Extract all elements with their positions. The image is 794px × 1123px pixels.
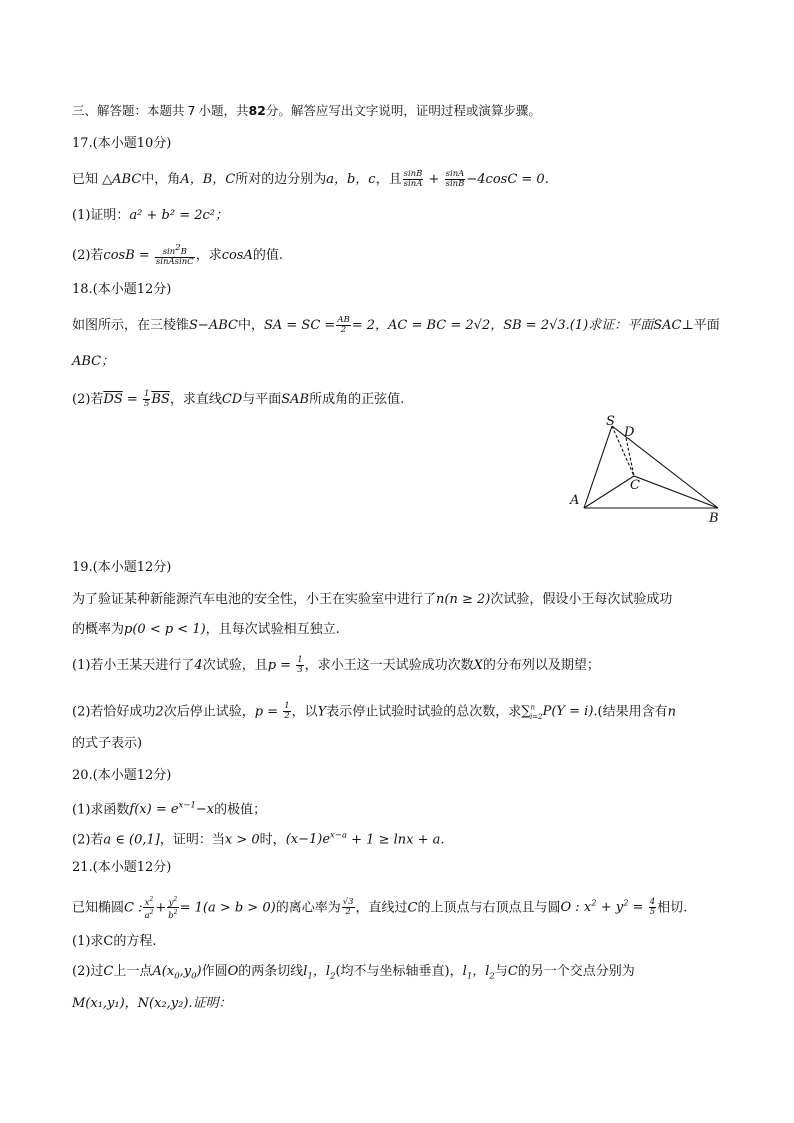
label-D: D (624, 425, 635, 440)
fraction-sqrt3-2: $\frac{√3}{2}$ (342, 897, 354, 918)
x-cond: x > 0 (224, 832, 260, 848)
q17-sides: a，b，c (326, 172, 376, 187)
q17-equation-tail: −4cosC = 0. (466, 172, 549, 187)
cosA-expr: cosA (221, 247, 253, 263)
q19-text: 的概率为 (72, 622, 125, 637)
cosB-expr: cosB = (103, 247, 154, 263)
fraction-sinB-sinA: $\frac{\sin B}{\sin A}$ (403, 169, 423, 189)
q19-heading: 19.(本小题12分) (72, 560, 172, 575)
q18-text: 如图所示，在三棱锥 (72, 318, 190, 333)
q20-text: ，证明：当 (159, 832, 225, 848)
q19-success-count: 2 (155, 704, 164, 720)
q19-text: .(结果用含有 (593, 704, 668, 720)
q17-triangle-name: ABC (112, 172, 142, 187)
q19-text: ，且每次试验相互独立. (205, 622, 340, 637)
label-B: B (709, 511, 719, 526)
q18-plane: SAC⊥ (653, 318, 694, 333)
tetrahedron-figure (568, 412, 728, 527)
q21-part2-cont: M(x₁,y₁)，N(x₂,y₂).证明： (72, 996, 232, 1011)
tangent-lines: $l_1$，$l_2$ (303, 964, 336, 982)
fraction-4-5: $\frac{4}{5}$ (649, 897, 656, 918)
q18-text: (2)若 (72, 392, 104, 407)
inequality-lhs: $(x-1)e^{x-a}$ (285, 831, 348, 848)
section-title-prefix: 三、解答题：本题共 (72, 103, 185, 118)
q20-text: (2)若 (72, 832, 104, 848)
vector-DS: $\overline{DS}$ (103, 392, 123, 407)
q21-text: 的两条切线 (238, 964, 304, 979)
q17-text: 所对的边分别为 (235, 172, 327, 187)
q21-part1: (1)求C的方程. (72, 934, 157, 949)
q17-stem: 已知 △ABC中，角A，B，C所对的边分别为a，b，c，且 $\frac{\sin B}{\sin A}$ + $\frac{\sin A}{\sin B}$ −4cosC = 0. (72, 169, 549, 189)
fraction-1-5: $\frac{1}{5}$ (143, 389, 150, 409)
q19-stem-line1 (72, 590, 672, 610)
q21-text: 上一点 (113, 964, 153, 979)
q18-part2: (2)若$\overline{DS}$ = $\frac{1}{5}$ $\overline{BS}$，求直线CD与平面SAB所成角的正弦值. (72, 389, 405, 409)
p-eq: p = (254, 704, 283, 720)
q19-part2 (72, 698, 676, 727)
q17-angles: A，B，C (180, 172, 236, 187)
q17-part2-label: (2)若 (72, 247, 104, 263)
fraction-sin2B: $\frac{\sin^2B}{\text{sinAsinC}}$ (155, 243, 194, 267)
q19-text: (2)若恰好成功 (72, 704, 156, 720)
q18-pyramid: S−ABC (189, 318, 238, 333)
q19-p-cond: p(0 < p < 1) (124, 622, 206, 637)
var-X: X (473, 658, 483, 673)
q18-stem (72, 316, 720, 336)
q17-text: 已知 (72, 172, 99, 187)
q19-part2-cont: 的式子表示) (72, 736, 143, 751)
edge-SA (584, 426, 612, 508)
section-title-suffix: 分。解答应写出文字说明，证明过程或演算步骤。 (265, 103, 541, 118)
var-C: C (407, 900, 418, 916)
q20-part1 (72, 796, 266, 820)
q18-text: 与平面 (242, 392, 282, 407)
circle-eq: O : $x^2 + y^2$ = (560, 899, 648, 916)
q17-heading: 17.(本小题10分) (72, 136, 172, 151)
q19-trials: 4 (194, 658, 203, 673)
sum-expr: ∑$^n_{i=2}$P(Y = i) (521, 704, 594, 721)
q19-text: 表示停止试验时试验的总次数，求 (326, 704, 522, 720)
fraction-AB-2: $\frac{AB}{2}$ (337, 315, 350, 335)
q18-eq2: = 2，AC = BC = 2√2，SB = 2√3.(1)求证：平面 (351, 318, 654, 333)
q21-text: 已知椭圆 (72, 900, 125, 916)
q19-text: 为了验证某种新能源汽车电池的安全性，小王在实验室中进行了 (72, 592, 437, 607)
q20-part2 (72, 826, 445, 850)
q21-text: 与 (494, 964, 508, 979)
inequality-rhs: + 1 ≥ lnx + a. (351, 832, 445, 848)
fraction-sinA-sinB: $\frac{\sin A}{\sin B}$ (445, 169, 465, 189)
q17-text: 中，角 (141, 172, 181, 187)
q18-plane-abc: ABC； (72, 354, 115, 369)
q19-text: 次试验，假设小王每次试验成功 (490, 592, 673, 607)
q18-eq1: SA = SC = (263, 318, 336, 333)
point-A: $A(x_0,y_0)$ (152, 964, 202, 982)
q20-text: 的极值； (214, 802, 267, 818)
q18-text: 所成角的正弦值. (309, 392, 405, 407)
section-points: 82 (248, 103, 266, 118)
q21-text: 的离心率为 (275, 900, 341, 916)
q21-text: 相切. (657, 900, 688, 916)
label-A: A (570, 493, 580, 508)
q19-text: (1)若小王某天进行了 (72, 658, 195, 673)
q19-n-cond: n(n ≥ 2) (436, 592, 491, 607)
q21-text: 作圆 (201, 964, 228, 979)
p-eq: p = (267, 658, 296, 673)
q21-text: ，直线过 (355, 900, 408, 916)
q21-text: 的上顶点与右顶点且与圆 (417, 900, 561, 916)
label-S: S (606, 414, 615, 429)
q19-stem-line2 (72, 620, 340, 640)
q19-text: 次试验，且 (202, 658, 268, 673)
fraction-1-3: $\frac{1}{3}$ (297, 655, 303, 675)
var-Y: Y (317, 704, 327, 720)
q21-text: 的另一个交点分别为 (517, 964, 635, 979)
q20-heading: 20.(本小题12分) (72, 768, 172, 783)
q21-part2: (2)过C上一点$A(x_0,y_0)$作圆O的两条切线$l_1$，$l_2$(均不与坐标轴垂直)，$l_1$，$l_2$与C的另一个交点分别为 (72, 964, 635, 982)
q21-text: (2)过 (72, 964, 104, 979)
q19-part1 (72, 656, 600, 676)
q17-part2 (72, 244, 283, 267)
q17-text: ，且 (375, 172, 402, 187)
label-C: C (630, 478, 640, 493)
fraction-1-2: $\frac{1}{2}$ (284, 701, 290, 722)
q17-text: ，求 (195, 247, 222, 263)
q17-text: 的值. (252, 247, 284, 263)
segment-DC (626, 438, 634, 476)
q18-text: 平面 (693, 318, 720, 333)
edge-CB (634, 476, 718, 508)
triangle-symbol: △ (98, 172, 113, 187)
section-header (72, 101, 541, 121)
ellipse-cond: = 1(a > b > 0) (179, 900, 276, 916)
fraction-x2-a2: $\frac{x^2}{a^2}$ (144, 895, 154, 922)
q20-text: (1)求函数 (72, 802, 130, 818)
ellipse-eq: C : (124, 900, 143, 916)
section-count: 7 (187, 103, 196, 118)
line-CD: CD (221, 392, 243, 407)
q21-stem: 已知椭圆C : $\frac{x^2}{a^2}$ + $\frac{y^2}{b^2}$ = 1(a > b > 0)的离心率为 $\frac{√3}{2}$ ，直线过C的上顶点与右顶点且与圆O : $x^2 + y^2$ = $\frac{4}{5}$ 相切. (72, 895, 688, 922)
q21-text: (均不与坐标轴垂直)， (335, 964, 463, 979)
plane-SAB: SAB (281, 392, 310, 407)
q18-text: ，求直线 (169, 392, 222, 407)
q17-part1 (72, 206, 228, 226)
q17-part1-label: (1)证明： (72, 208, 130, 223)
q19-text: 的分布列以及期望； (482, 658, 600, 673)
fraction-y2-b2: $\frac{y^2}{b^2}$ (168, 895, 178, 922)
edge-AC (584, 476, 634, 508)
q21-heading: 21.(本小题12分) (72, 860, 172, 875)
q19-text: ，以 (291, 704, 318, 720)
q18-text: 中， (237, 318, 264, 333)
q19-text: ，求小王这一天试验成功次数 (304, 658, 474, 673)
q17-part1-expr: a² + b² = 2c²； (129, 208, 228, 223)
vector-BS: $\overline{BS}$ (151, 392, 170, 407)
var-n: n (667, 704, 676, 720)
section-title-mid: 小题，共 (198, 103, 249, 118)
q18-stem-cont (72, 352, 114, 372)
function-f: $f(x) = e^{x-1}-x$ (129, 801, 215, 818)
q19-text: 次后停止试验， (163, 704, 255, 720)
q20-text: 时， (259, 832, 286, 848)
q18-heading: 18.(本小题12分) (72, 282, 172, 297)
a-range: a ∈ (0,1] (103, 832, 160, 848)
